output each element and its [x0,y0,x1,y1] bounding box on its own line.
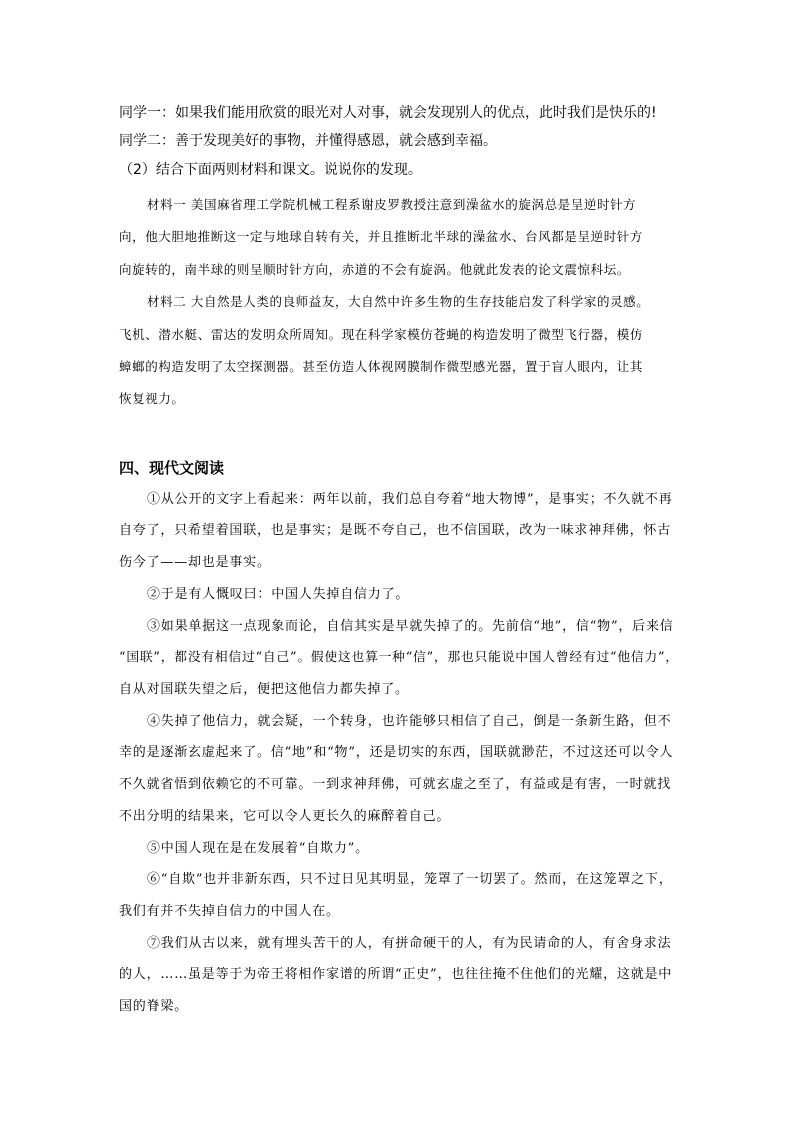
question-2: （2）结合下面两则材料和课文。说说你的发现。 [119,162,422,178]
reading-line: ④失掉了他信力，就会疑，一个转身，也许能够只相信了自己，倒是一条新生路，但不 [147,714,672,729]
reading-line: ⑥“自欺”也并非新东西，只不过日见其明显，笼罩了一切罢了。然而，在这笼罩之下， [147,872,673,887]
section-title: 四、现代文阅读 [119,459,225,477]
reading-line: ③如果单据这一点现象而论，自信其实是早就失掉了的。先前信“地”，信“物”，后来信 [147,619,674,634]
reading-line: 自夸了，只希望着国联，也是事实；是既不夸自己，也不信国联，改为一味求神拜佛，怀古 [119,523,672,538]
dialogue-line-2: 同学二：善于发现美好的事物，并懂得感恩，就会感到幸福。 [119,133,497,149]
reading-line: 幸的是逐渐玄虚起来了。信“地”和“物”，还是切实的东西，国联就渺茫，不过这还可以令人 [119,745,674,760]
reading-line: 不久就省悟到依赖它的不可靠。一到求神拜佛，可就玄虚之至了，有益或是有害，一时就找 [119,777,672,792]
material1-line: 材料一 美国麻省理工学院机械工程系谢皮罗教授注意到澡盆水的旋涡总是呈逆时针方 [147,197,637,212]
material1-line: 向旋转的，南半球的则呈顺时针方向，赤道的不会有旋涡。他就此发表的论文震惊科坛。 [119,262,630,277]
dialogue-line-1: 同学一：如果我们能用欣赏的眼光对人对事，就会发现别人的优点，此时我们是快乐的! [119,105,657,121]
material2-line: 材料二 大自然是人类的良师益友，大自然中许多生物的生存技能启发了科学家的灵感。 [147,294,650,309]
reading-line: 的人，……虽是等于为帝王将相作家谱的所谓“正史”，也往往掩不住他们的光耀，这就是中 [119,967,673,982]
reading-line: ②于是有人慨叹曰：中国人失掉自信力了。 [147,587,410,602]
material2-line: 飞机、潜水艇、雷达的发明众所周知。现在科学家模仿苍蝇的构造发明了微型飞行器，模仿 [119,327,644,342]
reading-line: 伤今了——却也是事实。 [119,555,271,570]
reading-line: 国的脊梁。 [119,999,189,1014]
reading-line: ①从公开的文字上看起来：两年以前，我们总自夸着“地大物博”，是事实；不久就不再 [147,492,673,507]
reading-line: 我们有并不失掉自信力的中国人在。 [119,904,340,919]
reading-line: “国联”，都没有相信过“自己”。假使这也算一种“信”，那也只能说中国人曾经有过“他信力”， [119,650,679,665]
reading-line: ⑤中国人现在是在发展着“自欺力”。 [147,841,369,856]
reading-line: 不出分明的结果来，它可以令人更长久的麻醉着自己。 [119,809,451,824]
material2-line: 恢复视力。 [119,391,185,406]
reading-line: 自从对国联失望之后，便把这他信力都失掉了。 [119,682,409,697]
material1-line: 向，他大胆地推断这一定与地球自转有关，并且推断北半球的澡盆水、台风都是呈逆时针方 [119,229,644,244]
material2-line: 蟑螂的构造发明了太空探测器。甚至仿造人体视网膜制作微型感光器，置于盲人眼内，让其 [119,359,644,374]
reading-line: ⑦我们从古以来，就有埋头苦干的人，有拼命硬干的人，有为民请命的人，有舍身求法 [147,936,672,951]
